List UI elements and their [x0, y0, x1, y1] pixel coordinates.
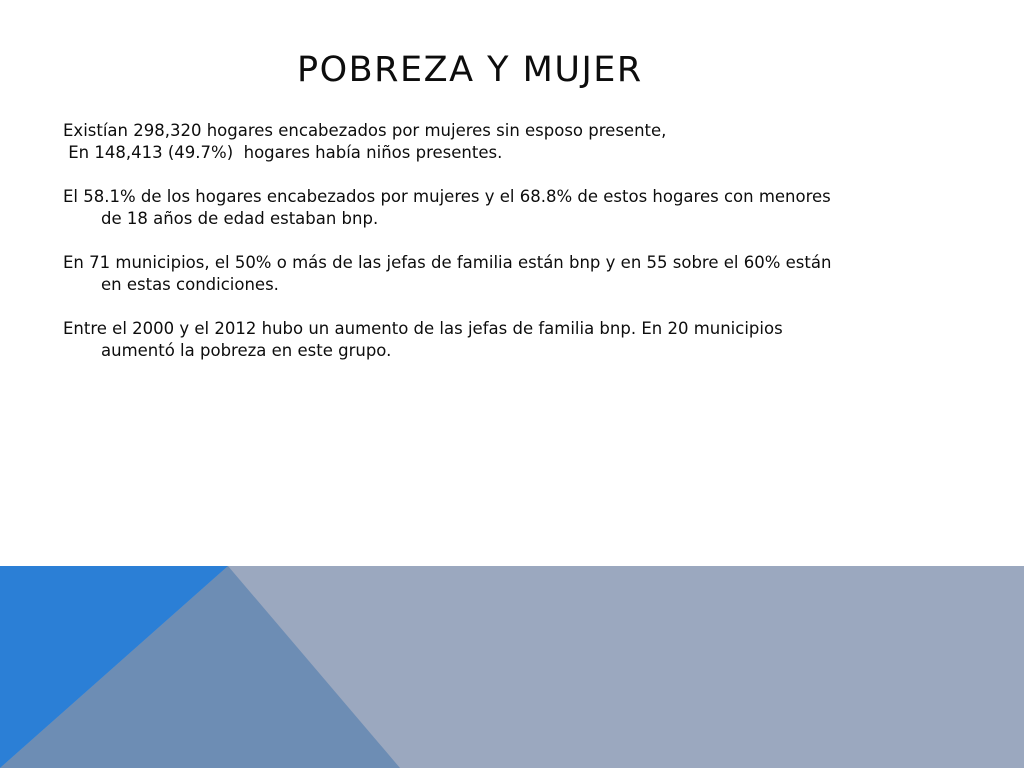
paragraph-trend-2000-2012: Entre el 2000 y el 2012 hubo un aumento de las jefas de familia bnp. En 20 municipios aumentó la pobreza en este grupo.: [63, 319, 783, 360]
slide-body: [63, 120, 843, 362]
decorative-footer-shapes: [0, 566, 1024, 768]
paragraph-households: Existían 298,320 hogares encabezados por mujeres sin esposo presente,: [63, 121, 667, 140]
slide-title: POBREZA Y MUJER: [297, 50, 643, 90]
paragraph-children-present: En 148,413 (49.7%) hogares había niños presentes.: [63, 143, 503, 162]
paragraph-municipalities: En 71 municipios, el 50% o más de las jefas de familia están bnp y en 55 sobre el 60% están en estas condiciones.: [63, 253, 832, 294]
paragraph-female-headed-bnp: El 58.1% de los hogares encabezados por mujeres y el 68.8% de estos hogares con menores de 18 años de edad estaban bnp.: [63, 187, 831, 228]
